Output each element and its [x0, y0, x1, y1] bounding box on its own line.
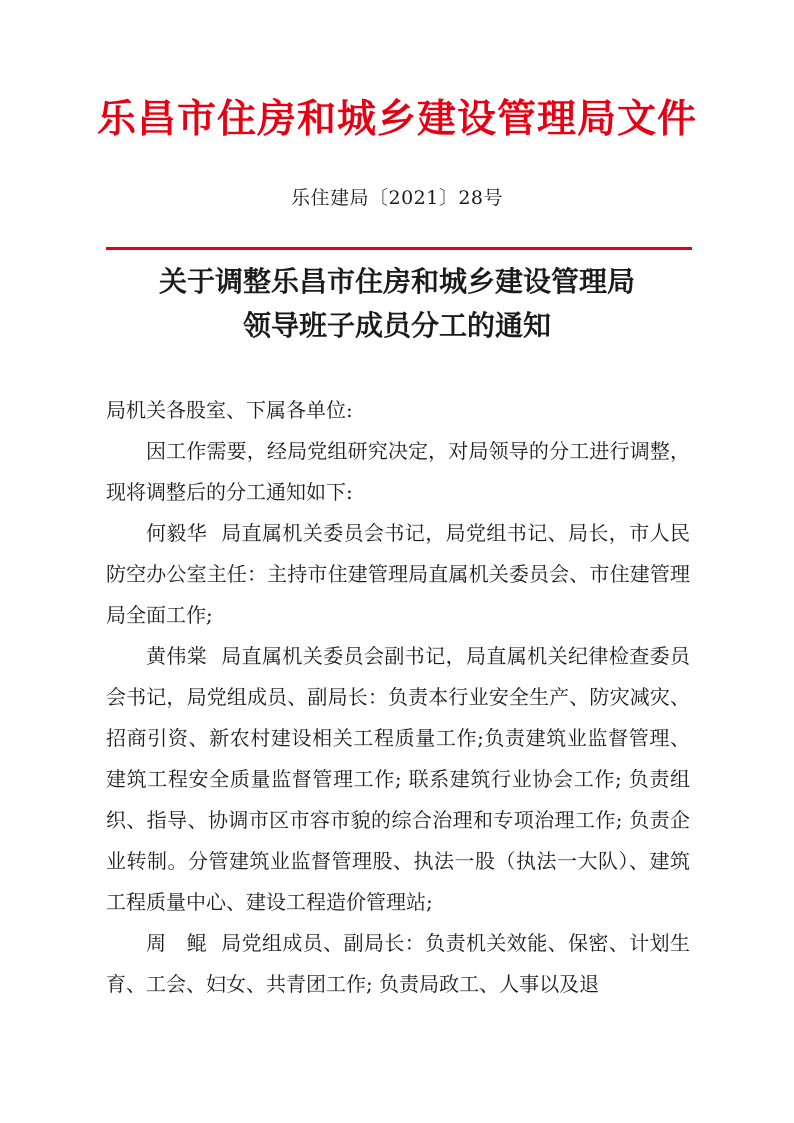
- document-number: 乐住建局〔2021〕28号: [290, 187, 504, 209]
- assignment-paragraph: [106, 636, 690, 923]
- document-header-title: 乐昌市住房和城乡建设管理局文件: [96, 97, 697, 142]
- intro-paragraph: 因工作需要，经局党组研究决定，对局领导的分工进行调整，现将调整后的分工通知如下:: [106, 439, 690, 504]
- leader-name: 何毅华: [146, 521, 208, 545]
- red-divider-line: [106, 247, 692, 250]
- notice-title: [0, 260, 794, 348]
- leader-name: 黄伟棠: [146, 644, 208, 668]
- notice-title-line-2: 领导班子成员分工的通知: [242, 309, 551, 342]
- assignment-paragraph: [106, 923, 690, 1005]
- document-body: [106, 390, 690, 1005]
- notice-title-line-1: 关于调整乐昌市住房和城乡建设管理局: [158, 265, 635, 298]
- leader-name: 周 鲲: [146, 931, 208, 955]
- assignment-paragraph: [106, 513, 690, 636]
- assignment-text: 局直属机关委员会书记，局党组书记、局长，市人民防空办公室主任：主持市住建管理局直属机关委员会、市住建管理局全面工作;: [106, 521, 691, 627]
- salutation: 局机关各股室、下属各单位:: [106, 398, 353, 422]
- assignment-text: 局直属机关委员会副书记，局直属机关纪律检查委员会书记，局党组成员、副局长：负责本行业安全生产、防灾减灾、招商引资、新农村建设相关工程质量工作;负责建筑业监督管理、建筑工程安全质量监督管理工作; 联系建筑行业协会工作; 负责组织、指导、协调市区市容市貌的综合治理和专项治理工作; 负责企业转制。分管建筑业监督管理股、执法一股（执法一大队）、建筑工程质量中心、建设工程造价管理站;: [106, 644, 691, 914]
- assignment-text: 局党组成员、副局长：负责机关效能、保密、计划生育、工会、妇女、共青团工作; 负责局政工、人事以及退: [106, 931, 691, 996]
